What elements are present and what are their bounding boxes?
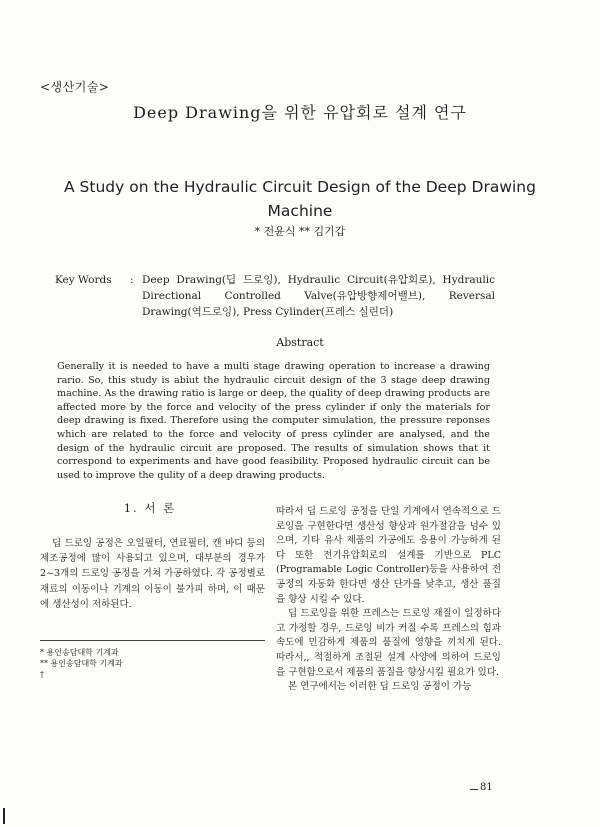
abstract-text: Generally it is needed to have a multi stage drawing operation to increase a drawing rario. So, this study is abiut the hydraulic circuit design of the 3 stage deep drawing machine. As the drawing ratio is large or deep, the quality of deep drawing products are affected more by the force and velocity of the press cylinder if only the materials for deep drawing is fixed. Therefore using the computer simulation, the pressure reponses which are related to the force and velocity of press cylinder are analysed, and the design of the hydraulic circuit are proposed. The results of simulation shows that it correspond to experiments and have good feasibility. Proposed hydraulic circuit can be used to improve the qulity of a deep drawing products. xyxy=(57,361,490,481)
page-number-dash xyxy=(470,789,478,790)
authors: * 전윤식 ** 김기갑 xyxy=(254,225,346,238)
page-number xyxy=(470,782,493,793)
abstract-heading: Abstract xyxy=(276,336,324,349)
footnote-3: † xyxy=(40,670,44,679)
footnote-2: ** 용인송담대학 기계과 xyxy=(40,659,123,668)
english-title: A Study on the Hydraulic Circuit Design of the Deep Drawing Machine xyxy=(64,178,536,220)
footnote-1: * 용인송담대학 기계과 xyxy=(40,648,119,657)
section-tag: <생산기술> xyxy=(40,80,110,94)
right-paragraph-3: 본 연구에서는 이러한 딥 드로잉 공정이 가능 xyxy=(288,681,472,693)
right-column xyxy=(276,505,501,695)
footnote-divider xyxy=(40,640,265,641)
keywords-text: Deep Drawing(딥 드로잉), Hydraulic Circuit(유압회로), Hydraulic Directional Controlled Valve(유압방향제어밸브), Reversal Drawing(역드로잉), Press Cylinder(프레스 실린더) xyxy=(142,274,495,318)
korean-title: Deep Drawing을 위한 유압회로 설계 연구 xyxy=(133,103,467,122)
footnotes xyxy=(40,647,265,680)
left-column-paragraph: 딥 드로잉 공정은 오일필터, 연료필터, 캔 바디 등의 제조공정에 많이 사용되고 있으며, 대부분의 경우가 2~3개의 드로잉 공정을 거쳐 가공하였다. 각 공정별로 재료의 이동이나 기계의 이동이 불가피 하며, 이 때문에 생산성이 저하된다. xyxy=(40,538,265,610)
right-paragraph-1: 따라서 딥 드로잉 공정을 단일 기계에서 연속적으로 드로잉을 구현한다면 생산성 향상과 원가절감을 넘수 있으며, 기타 유사 제품의 가공에도 응용이 가능하게 된다 또한 전기유압회로의 설계를 기반으로 PLC (Programable Logic Controller)등을 사용하여 전공정의 자동화 한다면 생산 단가를 낮추고, 생산 품질을 향상 시킬 수 있다. xyxy=(276,506,501,605)
scan-edge-mark xyxy=(3,808,5,824)
page-number-value: 81 xyxy=(480,782,493,793)
keywords-block xyxy=(55,272,495,320)
keywords-label: Key Words xyxy=(55,274,112,286)
keywords-colon: : xyxy=(130,274,134,286)
right-paragraph-2: 딥 드로잉을 위한 프레스는 드로잉 재질이 일정하다고 가정할 경우, 드로잉 비가 커질 수록 프레스의 힘과 속도에 민감하게 제품의 품질에 영향을 끼치게 된다. 따라서,, 적절하게 조절된 설계 사양에 의하여 드로잉을 구현함으로서 제품의 품질을 향상시킬 필요가 있다. xyxy=(276,608,501,678)
section-heading-introduction: 1. 서 론 xyxy=(123,501,177,515)
